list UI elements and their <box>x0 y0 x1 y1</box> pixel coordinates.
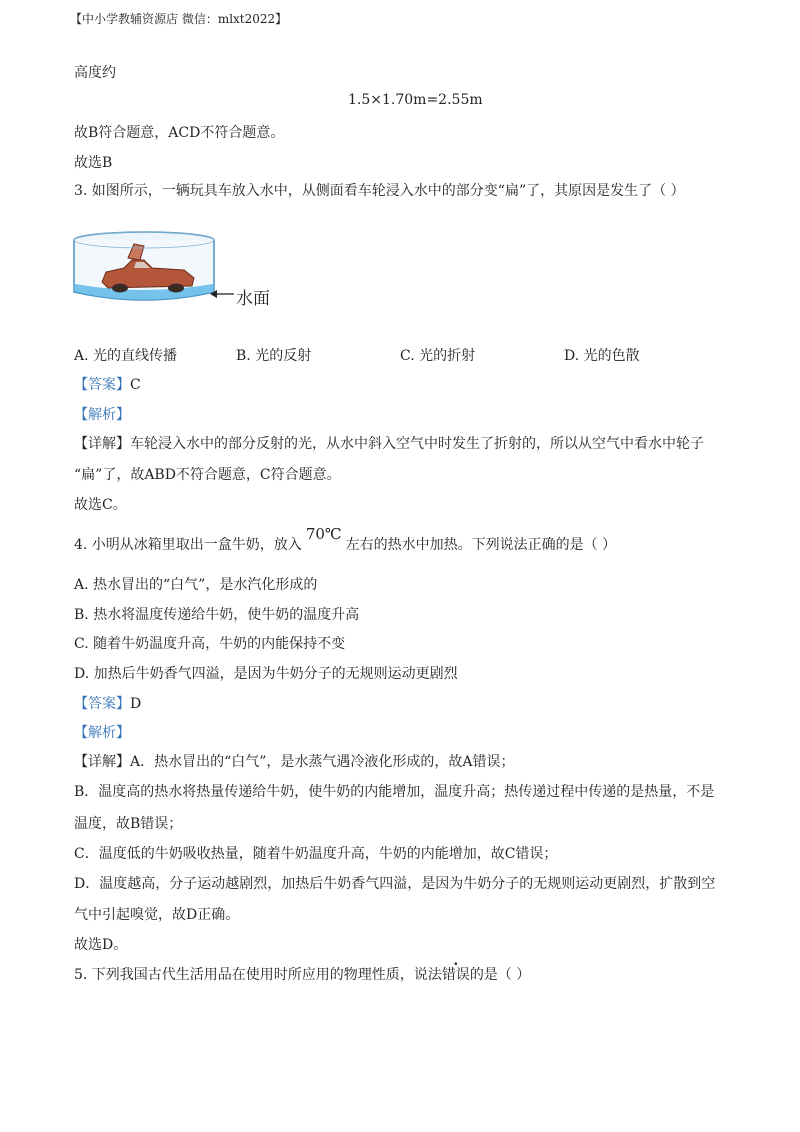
prev-choose: 故选B <box>74 155 113 171</box>
q4-option-c: C. 随着牛奶温度升高，牛奶的内能保持不变 <box>74 636 346 652</box>
answer-tag: 【答案】 <box>74 696 130 712</box>
prev-formula: 1.5×1.70m=2.55m <box>348 92 483 108</box>
q4-detail-b2: 温度，故B错误； <box>74 816 183 832</box>
q3-detail-text: 车轮浸入水中的部分反射的光，从水中斜入空气中时发生了折射的，所以从空气中看水中轮子 <box>130 436 704 452</box>
q4-stem-a: 4. 小明从冰箱里取出一盒牛奶，放入 <box>74 537 302 553</box>
q4-detail-a <box>74 751 515 771</box>
q3-choose: 故选C。 <box>74 497 127 513</box>
q4-answer: D <box>130 696 142 712</box>
glass-tank-illustration <box>72 228 312 310</box>
page-header: 【中小学教辅资源店 微信：mlxt2022】 <box>70 12 288 26</box>
q4-detail-d2: 气中引起嗅觉，故D正确。 <box>74 907 240 923</box>
q4-option-b: B. 热水将温度传递给牛奶，使牛奶的温度升高 <box>74 607 360 623</box>
q4-option-a: A. 热水冒出的“白气”，是水汽化形成的 <box>74 577 318 593</box>
toy-car-water-figure <box>72 228 312 310</box>
q4-detail-c: C．温度低的牛奶吸收热量，随着牛奶温度升高，牛奶的内能增加，故C错误； <box>74 846 558 862</box>
q4-detail-d1: D．温度越高，分子运动越剧烈，加热后牛奶香气四溢，是因为牛奶分子的无规则运动更剧烈，扩散到空 <box>74 876 716 892</box>
q5-emphasis: 错误 <box>441 967 470 983</box>
q4-detail-b1: B．温度高的热水将热量传递给牛奶，使牛奶的内能增加，温度升高；热传递过程中传递的是热量，不是 <box>74 784 715 800</box>
q3-stem: 3. 如图所示，一辆玩具车放入水中，从侧面看车轮浸入水中的部分变“扁”了，其原因是发生了（ ） <box>74 183 685 199</box>
q3-answer: C <box>130 377 141 393</box>
prev-conclusion: 故B符合题意，ACD不符合题意。 <box>74 125 285 141</box>
q3-option-c: C. 光的折射 <box>400 348 476 364</box>
q3-detail-line1 <box>74 433 704 453</box>
q4-stem <box>74 525 617 554</box>
q3-detail-line2: “扁”了，故ABD不符合题意，C符合题意。 <box>74 467 341 483</box>
detail-tag: 【详解】 <box>74 754 130 770</box>
water-surface-label: 水面 <box>236 289 270 309</box>
q5-stem-a: 5. 下列我国古代生活用品在使用时所应用的物理性质，说法 <box>74 967 442 983</box>
q3-analysis-tag: 【解析】 <box>74 407 130 423</box>
q4-detail-a-text: A．热水冒出的“白气”，是水蒸气遇冷液化形成的，故A错误； <box>130 754 515 770</box>
q3-option-b: B. 光的反射 <box>236 348 312 364</box>
q4-analysis-tag: 【解析】 <box>74 725 130 741</box>
answer-tag: 【答案】 <box>74 377 130 393</box>
q3-option-a: A. 光的直线传播 <box>74 348 178 364</box>
q4-temperature: 70℃ <box>305 525 342 543</box>
q5-stem-b: 的是（ ） <box>469 967 531 983</box>
q5-stem <box>74 964 530 984</box>
q4-answer-line <box>74 693 141 713</box>
q4-choose: 故选D。 <box>74 937 128 953</box>
prev-height-text: 高度约 <box>74 65 116 81</box>
q4-stem-b: 左右的热水中加热。下列说法正确的是（ ） <box>345 537 617 553</box>
q3-option-d: D. 光的色散 <box>564 348 640 364</box>
detail-tag: 【详解】 <box>74 436 130 452</box>
q3-answer-line <box>74 374 141 394</box>
q4-option-d: D. 加热后牛奶香气四溢，是因为牛奶分子的无规则运动更剧烈 <box>74 666 458 682</box>
